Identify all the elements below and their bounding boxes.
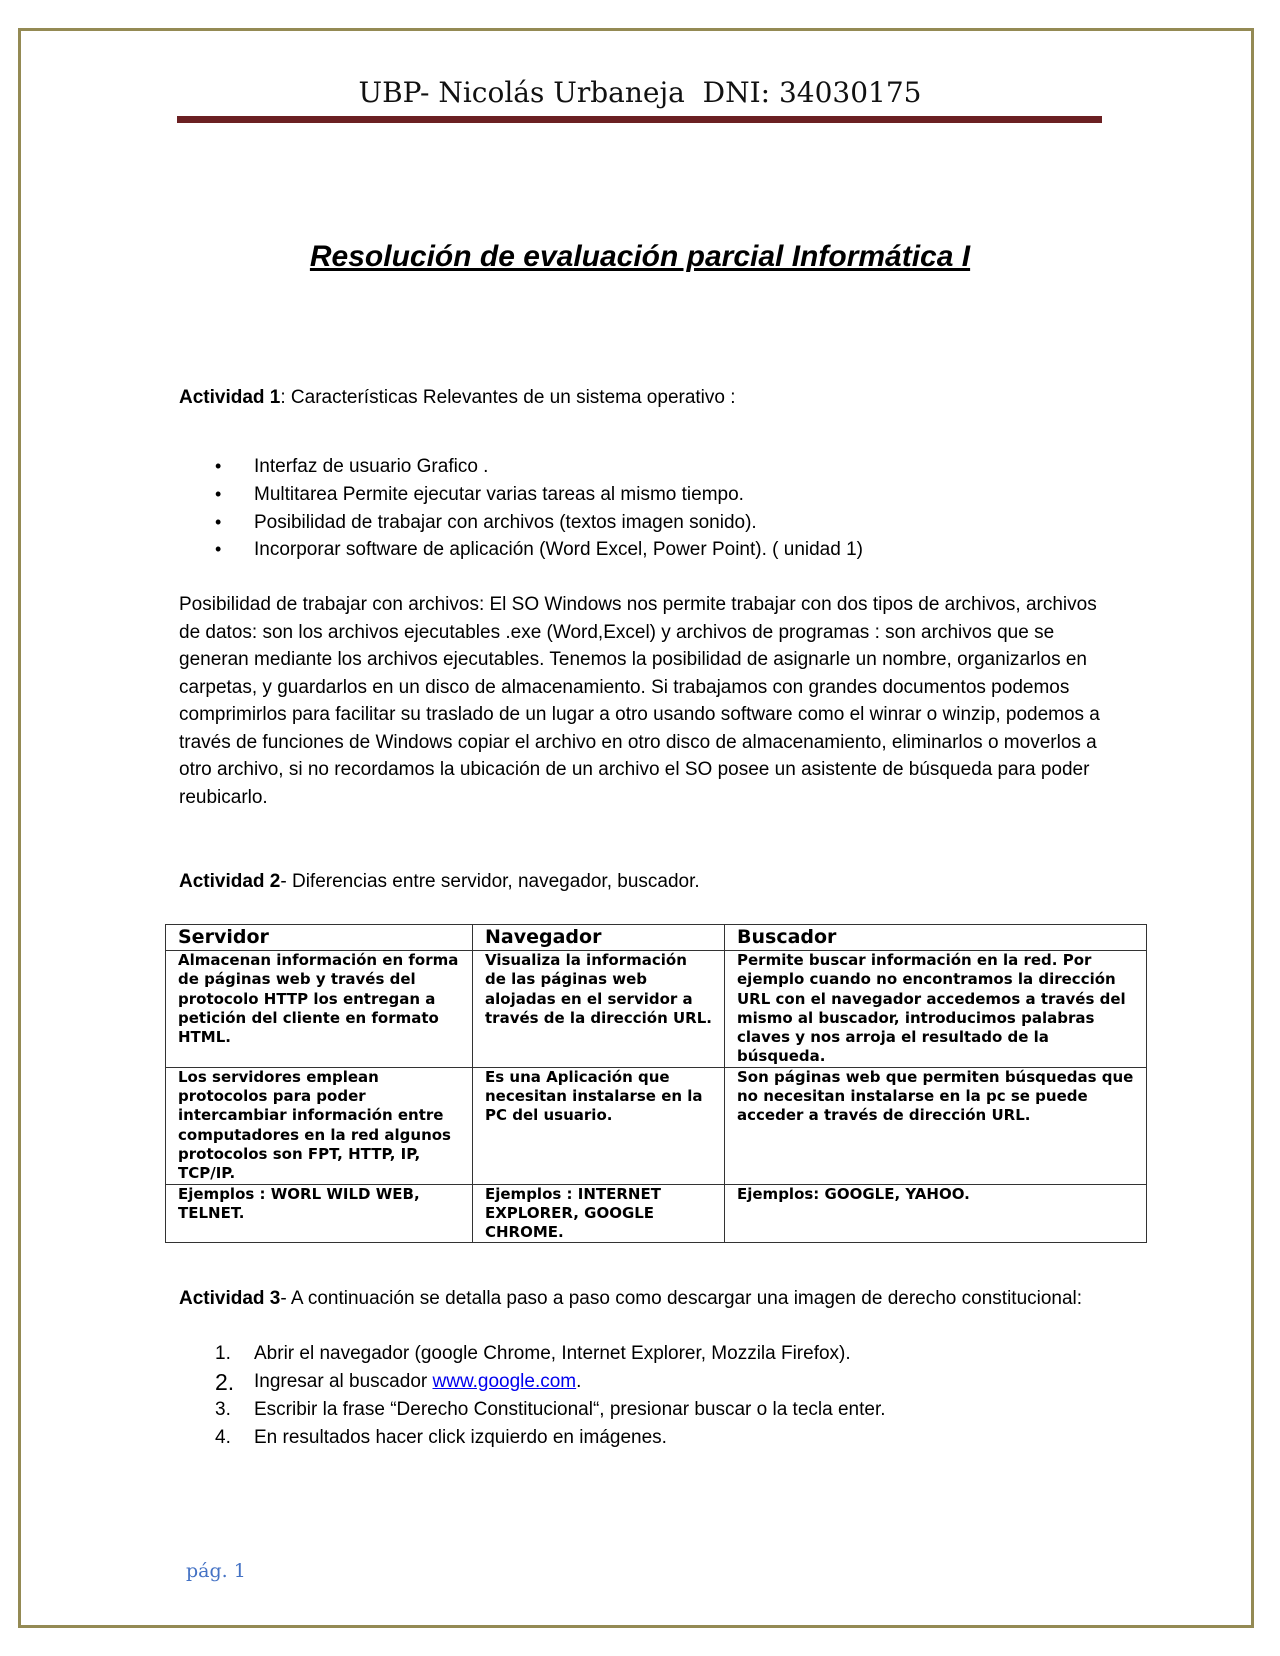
table-header-row — [166, 925, 1147, 951]
table-cell: Los servidores emplean protocolos para poder intercambiar información entre computadores en la red algunos protocolos son FPT, HTTP, IP, TCP/IP. — [166, 1067, 473, 1184]
page-header: UBP- Nicolás Urbaneja DNI: 34030175 — [358, 76, 922, 109]
google-link[interactable]: www.google.com — [432, 1371, 577, 1392]
step-number: 2. — [215, 1369, 235, 1395]
list-item — [179, 1340, 886, 1368]
actividad-1-heading — [179, 384, 1109, 412]
actividad-2-text: - Diferencias entre servidor, navegador, buscador. — [280, 871, 700, 892]
bullet-icon: • — [215, 483, 222, 504]
list-item-text: Incorporar software de aplicación (Word Excel, Power Point). ( unidad 1) — [254, 539, 863, 561]
list-item-text: Multitarea Permite ejecutar varias tareas al mismo tiempo. — [254, 483, 744, 505]
actividad-1-label: Actividad 1 — [179, 387, 281, 408]
table-row — [166, 1067, 1147, 1184]
step-number: 1. — [215, 1343, 231, 1364]
actividad-3-label: Actividad 3 — [179, 1288, 281, 1309]
list-item — [179, 453, 863, 481]
header-rule — [177, 116, 1102, 123]
actividad-3-text: - A continuación se detalla paso a paso como descargar una imagen de derecho constitucional: — [280, 1288, 1083, 1309]
table-cell: Permite buscar información en la red. Por ejemplo cuando no encontramos la dirección URL con el navegador accedemos a través del mismo al buscador, introducimos palabras claves y nos arroja el resultado de la búsqueda. — [725, 951, 1147, 1068]
column-header-buscador: Buscador — [725, 925, 1147, 951]
column-header-servidor: Servidor — [166, 925, 473, 951]
bullet-icon: • — [215, 511, 222, 532]
actividad-2-label: Actividad 2 — [179, 871, 281, 892]
page-number: pág. 1 — [186, 1560, 246, 1582]
table-cell: Es una Aplicación que necesitan instalarse en la PC del usuario. — [473, 1067, 725, 1184]
comparison-table — [165, 924, 1147, 1243]
step-text: En resultados hacer click izquierdo en imágenes. — [254, 1427, 667, 1448]
actividad-3-heading — [179, 1285, 1109, 1313]
table-cell: Ejemplos : WORL WILD WEB, TELNET. — [166, 1184, 473, 1243]
document-title: Resolución de evaluación parcial Informática I — [309, 240, 971, 273]
step-text: Abrir el navegador (google Chrome, Internet Explorer, Mozzila Firefox). — [254, 1343, 851, 1364]
step-number: 4. — [215, 1427, 231, 1448]
step-text: Escribir la frase “Derecho Constitucional“, presionar buscar o la tecla enter. — [254, 1399, 886, 1420]
bullet-icon: • — [215, 539, 222, 560]
list-item — [179, 481, 863, 509]
list-item-text: Interfaz de usuario Grafico . — [254, 456, 489, 477]
step-text: Ingresar al buscador — [254, 1371, 433, 1392]
table-cell: Visualiza la información de las páginas web alojadas en el servidor a través de la dirección URL. — [473, 951, 725, 1068]
table-cell: Ejemplos: GOOGLE, YAHOO. — [725, 1184, 1147, 1243]
table-cell: Ejemplos : INTERNET EXPLORER, GOOGLE CHROME. — [473, 1184, 725, 1243]
actividad-1-text: : Características Relevantes de un sistema operativo : — [280, 387, 736, 408]
list-item — [179, 536, 863, 564]
list-item — [179, 1396, 886, 1424]
actividad-1-paragraph: Posibilidad de trabajar con archivos: El SO Windows nos permite trabajar con dos tipos de archivos, archivos de datos: son los archivos ejecutables .exe (Word,Excel) y archivos de programas : son archivos que se generan mediante los archivos ejecutables. Tenemos la posibilidad de asignarle un nombre, organizarlos en carpetas, y guardarlos en un disco de almacenamiento. Si trabajamos con grandes documentos podemos comprimirlos para facilitar su traslado de un lugar a otro usando software como el winrar o winzip, podemos a través de funciones de Windows copiar el archivo en otro disco de almacenamiento, eliminarlos o moverlos a otro archivo, si no recordamos la ubicación de un archivo el SO posee un asistente de búsqueda para poder reubicarlo. — [179, 594, 1100, 808]
step-text-suffix: . — [576, 1371, 582, 1392]
actividad-3-steps-list — [179, 1340, 886, 1452]
table-row — [166, 1184, 1147, 1243]
list-item-text: Posibilidad de trabajar con archivos (textos imagen sonido). — [254, 511, 757, 533]
table-cell: Almacenan información en forma de páginas web y través del protocolo HTTP los entregan a petición del cliente en formato HTML. — [166, 951, 473, 1068]
table-row — [166, 951, 1147, 1068]
list-item — [179, 1424, 886, 1452]
list-item — [179, 1368, 886, 1396]
actividad-1-bullet-list — [179, 453, 863, 564]
list-item — [179, 509, 863, 537]
step-number: 3. — [215, 1399, 231, 1420]
column-header-navegador: Navegador — [473, 925, 725, 951]
bullet-icon: • — [215, 456, 222, 476]
actividad-2-heading — [179, 868, 1109, 896]
table-cell: Son páginas web que permiten búsquedas que no necesitan instalarse en la pc se puede acceder a través de dirección URL. — [725, 1067, 1147, 1184]
